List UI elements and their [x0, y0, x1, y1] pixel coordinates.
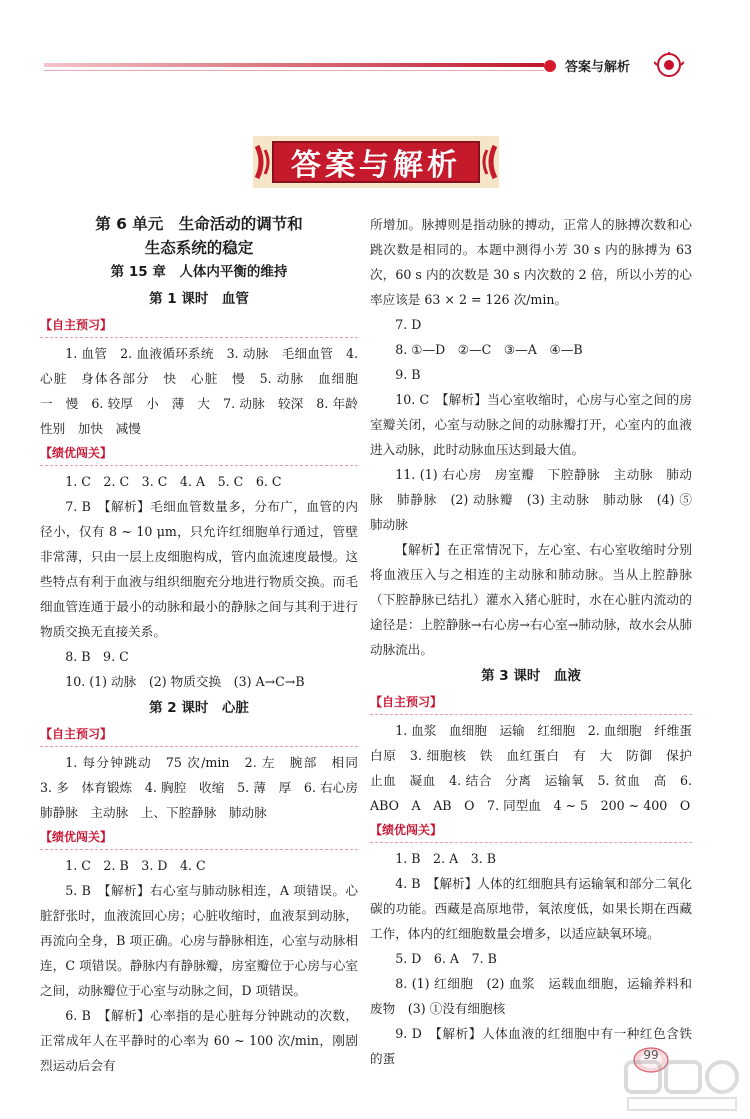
- section-tag-jiyou: 【绩优闯关】: [370, 819, 692, 843]
- lesson-1-title: 第 1 课时 血管: [149, 291, 249, 307]
- section-tag-zizhu: 【自主预习】: [40, 723, 358, 747]
- answer-paragraph: 所增加。脉搏则是指动脉的搏动，正常人的脉搏次数和心跳次数是相同的。本题中测得小芳 30 s 内的脉搏为 63 次，60 s 内的次数是 30 s 内次数的 2 倍，所以小芳的心率应该是 63 × 2 = 126 次/min。: [370, 217, 692, 307]
- unit-title-line2: 生态系统的稳定: [144, 239, 254, 257]
- answer-paragraph: 10. (1) 动脉 (2) 物质交换 (3) A→C→B: [65, 674, 305, 689]
- header-title: 答案与解析: [565, 60, 631, 75]
- answer-paragraph: 8. (1) 红细胞 (2) 血浆 运载血细胞，运输养料和废物 (3) ①没有细胞核: [370, 976, 692, 1016]
- answer-paragraph: 8. ①—D ②—C ③—A ④—B: [395, 342, 583, 357]
- answer-paragraph: 1. 每分钟跳动 75 次/min 2. 左 腕部 相同 3. 多 体育锻炼 4. 胸腔 收缩 5. 薄 厚 6. 右心房 肺静脉 主动脉 上、下腔静脉 肺动脉: [40, 755, 371, 820]
- answer-paragraph: 8. B 9. C: [65, 649, 129, 664]
- answer-paragraph: 1. 血浆 血细胞 运输 红细胞 2. 血细胞 纤维蛋白原 3. 细胞核 铁 血红蛋白 有 大 防御 保护 止血 凝血 4. 结合 分离 运输氧 5. 贫血 高 6. ABO A AB O 7. 同型血 4 ~ 5 200 ~ 400 O: [370, 723, 705, 813]
- left-column: [40, 212, 371, 1078]
- header-dot: [544, 60, 556, 72]
- unit-title-line1: 第 6 单元 生命活动的调节和: [95, 215, 303, 233]
- section-tag-jiyou: 【绩优闯关】: [40, 826, 358, 850]
- answer-paragraph: 9. D 【解析】人体血液的红细胞中有一种红色含铁的蛋: [370, 1026, 692, 1066]
- answer-paragraph: 7. B 【解析】毛细血管数量多，分布广，血管的内径小，仅有 8 ~ 10 μm，只允许红细胞单行通过，管壁非常薄，只由一层上皮细胞构成，管内血流速度最慢。这些特点有利于血液与组织细胞充分地进行物质交换。而毛细血管连通于最小的动脉和最小的静脉之间与其利于进行物质交换无直接关系。: [40, 499, 358, 639]
- lesson-2-title: 第 2 课时 心脏: [149, 700, 249, 716]
- answer-paragraph: 1. C 2. B 3. D 4. C: [65, 858, 206, 873]
- header-rule-thin: [44, 70, 544, 71]
- answer-paragraph: 5. B 【解析】右心室与肺动脉相连，A 项错误。心脏舒张时，血液流回心房；心脏收缩时，血液泵到动脉，再流向全身，B 项正确。心房与静脉相连，心室与动脉相连，C 项错误。静脉内有静脉瓣，房室瓣位于心房与心室之间，动脉瓣位于心室与动脉之间，D 项错误。: [40, 883, 358, 998]
- answer-paragraph: 11. (1) 右心房 房室瓣 下腔静脉 主动脉 肺动脉 肺静脉 (2) 动脉瓣 (3) 主动脉 肺动脉 (4) ⑤ 肺动脉: [370, 467, 705, 532]
- section-tag-zizhu: 【自主预习】: [370, 691, 692, 715]
- answer-paragraph: 6. B 【解析】心率指的是心脏每分钟跳动的次数，正常成年人在平静时的心率为 60 ~ 100 次/min，刚剧烈运动后会有: [40, 1008, 358, 1073]
- right-column: [370, 212, 705, 1071]
- section-tag-jiyou: 【绩优闯关】: [40, 442, 358, 466]
- answer-paragraph: 9. B: [395, 367, 421, 382]
- lesson-3-title: 第 3 课时 血液: [481, 668, 581, 684]
- answer-paragraph: 7. D: [395, 317, 422, 332]
- answer-paragraph: 10. C 【解析】当心室收缩时，心房与心室之间的房室瓣关闭，心室与动脉之间的动脉瓣打开，心室内的血液进入动脉，此时动脉血压达到最大值。: [370, 392, 692, 457]
- banner-title: 答案与解析: [291, 148, 461, 183]
- answer-paragraph: 1. 血管 2. 血液循环系统 3. 动脉 毛细血管 4. 心脏 身体各部分 快 心脏 慢 5. 动脉 血细胞 一 慢 6. 较厚 小 薄 大 7. 动脉 较深 8. 年龄 性别 加快 减慢: [40, 346, 371, 436]
- page-number: 99: [643, 1048, 659, 1062]
- section-tag-zizhu: 【自主预习】: [40, 314, 358, 338]
- chapter-title: 第 15 章 人体内平衡的维持: [110, 264, 288, 280]
- watermark-logo-icon: [622, 1058, 742, 1116]
- header-rule: [44, 63, 544, 67]
- answer-paragraph: 1. B 2. A 3. B: [395, 851, 497, 866]
- header-logo-icon: [654, 52, 684, 78]
- answer-paragraph: 【解析】在正常情况下，左心室、右心室收缩时分别将血液压入与之相连的主动脉和肺动脉。当从上腔静脉（下腔静脉已结扎）灌水入猪心脏时，水在心脏内流动的途径是：上腔静脉→右心房→右心室→肺动脉，故水会从肺动脉流出。: [370, 542, 692, 657]
- answer-paragraph: 5. D 6. A 7. B: [395, 951, 497, 966]
- answer-paragraph: 1. C 2. C 3. C 4. A 5. C 6. C: [65, 474, 282, 489]
- answer-paragraph: 4. B 【解析】人体的红细胞具有运输氧和部分二氧化碳的功能。西藏是高原地带，氧浓度低，如果长期在西藏工作，体内的红细胞数量会增多，以适应缺氧环境。: [370, 876, 692, 941]
